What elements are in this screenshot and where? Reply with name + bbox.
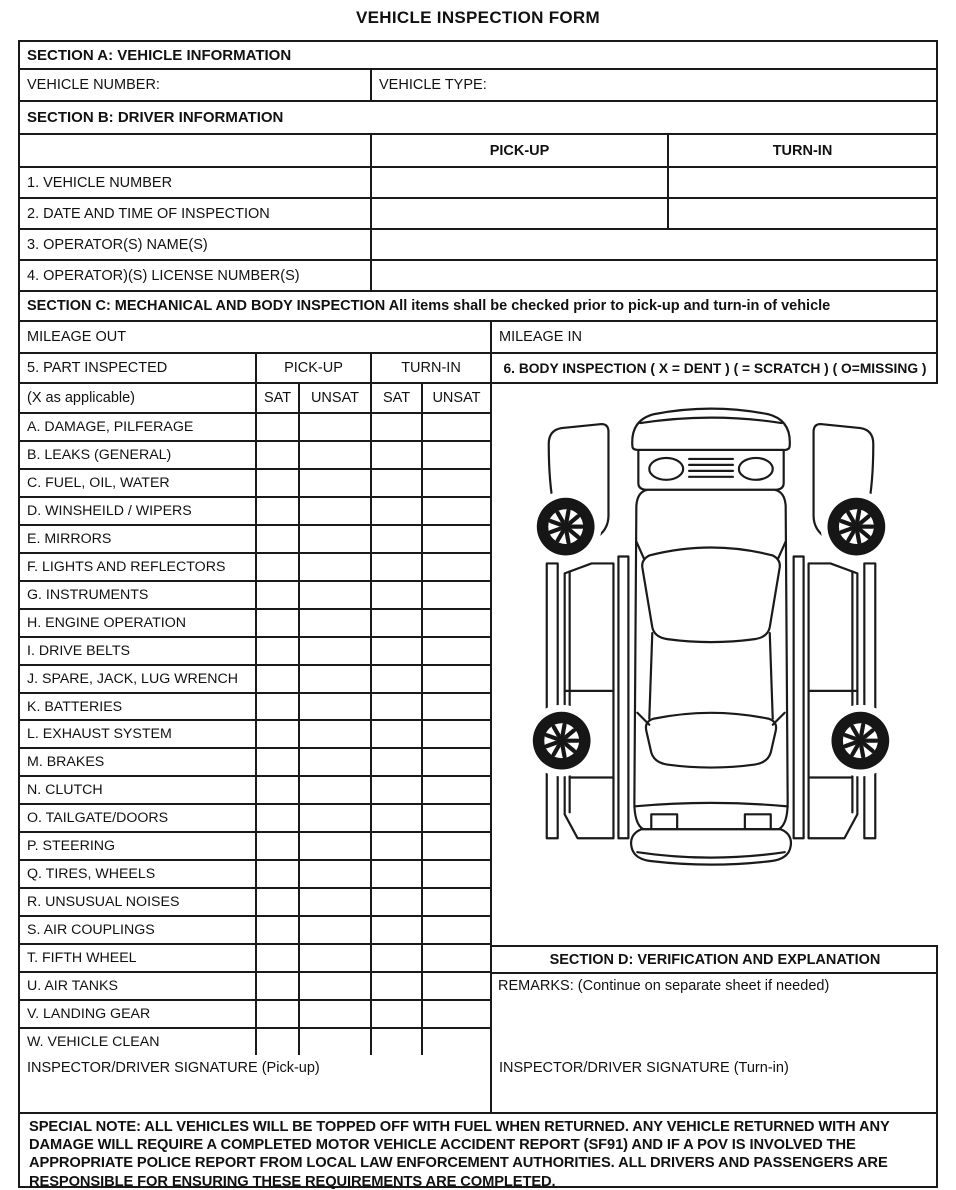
part-inspected-label: V. LANDING GEAR bbox=[20, 1001, 257, 1027]
pickup-unsat-checkbox[interactable] bbox=[300, 917, 372, 943]
pickup-sat-checkbox[interactable] bbox=[257, 1001, 300, 1027]
turnin-unsat-checkbox[interactable] bbox=[423, 749, 490, 775]
mileage-in-label: MILEAGE IN bbox=[499, 329, 582, 345]
parts-table-row bbox=[20, 498, 490, 526]
special-note bbox=[20, 1114, 936, 1190]
turnin-unsat-checkbox[interactable] bbox=[423, 917, 490, 943]
part-inspected-label: C. FUEL, OIL, WATER bbox=[20, 470, 257, 496]
section-b-header: SECTION B: DRIVER INFORMATION bbox=[27, 109, 284, 126]
pickup-unsat-checkbox[interactable] bbox=[300, 610, 372, 636]
pickup-sat-checkbox[interactable] bbox=[257, 777, 300, 803]
pickup-sat-checkbox[interactable] bbox=[257, 610, 300, 636]
turnin-sat-checkbox[interactable] bbox=[372, 610, 423, 636]
turnin-unsat-checkbox[interactable] bbox=[423, 1029, 490, 1055]
parts-inspection-table bbox=[20, 354, 492, 1055]
special-note-label: SPECIAL NOTE: bbox=[29, 1119, 141, 1135]
pickup-column-header: PICK-UP bbox=[372, 135, 669, 166]
parts-table-row bbox=[20, 470, 490, 498]
body-inspection-diagram[interactable] bbox=[492, 384, 938, 947]
pickup-sat-checkbox[interactable] bbox=[257, 442, 300, 468]
parts-table-header-row bbox=[20, 354, 490, 384]
pickup-unsat-checkbox[interactable] bbox=[300, 889, 372, 915]
parts-table-row bbox=[20, 945, 490, 973]
turnin-sat-checkbox[interactable] bbox=[372, 470, 423, 496]
pickup-sat-checkbox[interactable] bbox=[257, 638, 300, 664]
section-b-empty-header-cell bbox=[20, 135, 372, 166]
parts-table-row bbox=[20, 805, 490, 833]
pickup-sat-checkbox[interactable] bbox=[257, 973, 300, 999]
turnin-sat-checkbox[interactable] bbox=[372, 749, 423, 775]
part-inspected-label: G. INSTRUMENTS bbox=[20, 582, 257, 608]
signature-row bbox=[20, 1055, 936, 1114]
turnin-sat-checkbox[interactable] bbox=[372, 694, 423, 720]
special-note-text: ALL VEHICLES WILL BE TOPPED OFF WITH FUEL WHEN RETURNED. ANY VEHICLE RETURNED WITH ANY DAMAGE WILL REQUIRE A COMPLETED MOTOR VEHICLE ACCIDENT REPORT (SF91) AND IF A POV IS INVOLVED THE APPROPRIATE POLICE REPORT FROM LOCAL LAW ENFORCEMENT AUTHORITIES. ALL DRIVERS AND PASSENGERS ARE RESPONSIBLE FOR ENSURING THESE REQUIREMENTS ARE COMPLETED. bbox=[29, 1119, 890, 1190]
pickup-unsat-checkbox[interactable] bbox=[300, 442, 372, 468]
turnin-sat-checkbox[interactable] bbox=[372, 721, 423, 747]
pickup-unsat-checkbox[interactable] bbox=[300, 945, 372, 971]
part-inspected-label: H. ENGINE OPERATION bbox=[20, 610, 257, 636]
turnin-unsat-checkbox[interactable] bbox=[423, 1001, 490, 1027]
pickup-unsat-checkbox[interactable] bbox=[300, 1029, 372, 1055]
turnin-sat-checkbox[interactable] bbox=[372, 973, 423, 999]
turnin-unsat-checkbox[interactable] bbox=[423, 666, 490, 692]
pickup-sat-checkbox[interactable] bbox=[257, 526, 300, 552]
turnin-sat-checkbox[interactable] bbox=[372, 498, 423, 524]
pickup-sat-checkbox[interactable] bbox=[257, 805, 300, 831]
section-a-header: SECTION A: VEHICLE INFORMATION bbox=[27, 46, 292, 64]
turnin-sat-checkbox[interactable] bbox=[372, 945, 423, 971]
body-inspection-header: 6. BODY INSPECTION ( X = DENT ) ( = SCRATCH ) ( O=MISSING ) bbox=[503, 360, 927, 376]
parts-table-row bbox=[20, 1001, 490, 1029]
parts-table-row bbox=[20, 861, 490, 889]
turnin-unsat-checkbox[interactable] bbox=[423, 777, 490, 803]
pickup-unsat-checkbox[interactable] bbox=[300, 638, 372, 664]
parts-rows-container bbox=[20, 414, 490, 1055]
turnin-signature-label: INSPECTOR/DRIVER SIGNATURE (Turn-in) bbox=[499, 1060, 789, 1076]
parts-table-row bbox=[20, 1029, 490, 1055]
turnin-unsat-checkbox[interactable] bbox=[423, 610, 490, 636]
pickup-sat-checkbox[interactable] bbox=[257, 694, 300, 720]
section-d-header: SECTION D: VERIFICATION AND EXPLANATION bbox=[492, 947, 938, 974]
turnin-sat-checkbox[interactable] bbox=[372, 917, 423, 943]
parts-table-row bbox=[20, 638, 490, 666]
remarks-field[interactable] bbox=[492, 974, 938, 1055]
vehicle-number-label: VEHICLE NUMBER: bbox=[27, 77, 160, 93]
turnin-column-header: TURN-IN bbox=[772, 142, 833, 159]
turnin-sat-checkbox[interactable] bbox=[372, 414, 423, 440]
pickup-unsat-checkbox[interactable] bbox=[300, 833, 372, 859]
pickup-sat-checkbox[interactable] bbox=[257, 498, 300, 524]
parts-table-subheader-row bbox=[20, 384, 490, 414]
part-inspected-label: K. BATTERIES bbox=[20, 694, 257, 720]
parts-table-row bbox=[20, 777, 490, 805]
turnin-sat-checkbox[interactable] bbox=[372, 526, 423, 552]
part-inspected-label: R. UNSUSUAL NOISES bbox=[20, 889, 257, 915]
pickup-sat-checkbox[interactable] bbox=[257, 917, 300, 943]
part-inspected-label: U. AIR TANKS bbox=[20, 973, 257, 999]
part-inspected-label: T. FIFTH WHEEL bbox=[20, 945, 257, 971]
turnin-unsat-checkbox[interactable] bbox=[423, 833, 490, 859]
turnin-unsat-checkbox[interactable] bbox=[423, 526, 490, 552]
pickup-sat-checkbox[interactable] bbox=[257, 1029, 300, 1055]
parts-table-row bbox=[20, 554, 490, 582]
part-inspected-label: O. TAILGATE/DOORS bbox=[20, 805, 257, 831]
pickup-unsat-checkbox[interactable] bbox=[300, 861, 372, 887]
car-body-top-view bbox=[631, 409, 791, 865]
parts-table-row bbox=[20, 889, 490, 917]
turnin-sat-checkbox[interactable] bbox=[372, 861, 423, 887]
part-inspected-label: Q. TIRES, WHEELS bbox=[20, 861, 257, 887]
body-inspection-panel bbox=[492, 354, 938, 1055]
turnin-sat-header: SAT bbox=[372, 384, 423, 412]
pickup-sat-checkbox[interactable] bbox=[257, 889, 300, 915]
pickup-unsat-checkbox[interactable] bbox=[300, 694, 372, 720]
pickup-sat-checkbox[interactable] bbox=[257, 582, 300, 608]
parts-table-row bbox=[20, 973, 490, 1001]
driver-row-label: 3. OPERATOR(S) NAME(S) bbox=[20, 230, 372, 259]
page-title: VEHICLE INSPECTION FORM bbox=[356, 8, 600, 27]
part-inspected-label: E. MIRRORS bbox=[20, 526, 257, 552]
license-numbers-cell[interactable] bbox=[372, 261, 936, 290]
pickup-sat-checkbox[interactable] bbox=[257, 749, 300, 775]
turnin-sat-checkbox[interactable] bbox=[372, 833, 423, 859]
section-c-header: SECTION C: MECHANICAL AND BODY INSPECTION All items shall be checked prior to pick-up and turn-in of vehicle bbox=[27, 298, 831, 314]
vehicle-info-row bbox=[20, 70, 936, 102]
part-inspected-label: A. DAMAGE, PILFERAGE bbox=[20, 414, 257, 440]
parts-table-row bbox=[20, 917, 490, 945]
turnin-sat-checkbox[interactable] bbox=[372, 777, 423, 803]
pickup-sat-checkbox[interactable] bbox=[257, 414, 300, 440]
turnin-sat-checkbox[interactable] bbox=[372, 638, 423, 664]
part-inspected-label: I. DRIVE BELTS bbox=[20, 638, 257, 664]
parts-table-row bbox=[20, 749, 490, 777]
vehicle-number-turnin-cell[interactable] bbox=[669, 168, 936, 197]
front-left-wheel bbox=[530, 491, 602, 563]
x-as-applicable-label: (X as applicable) bbox=[20, 384, 257, 412]
car-top-view-diagram bbox=[492, 384, 938, 945]
turnin-sat-checkbox[interactable] bbox=[372, 666, 423, 692]
driver-row-label: 4. OPERATOR)(S) LICENSE NUMBER(S) bbox=[20, 261, 372, 290]
parts-table-row bbox=[20, 694, 490, 722]
pickup-sat-checkbox[interactable] bbox=[257, 945, 300, 971]
pickup-unsat-checkbox[interactable] bbox=[300, 805, 372, 831]
turnin-sat-checkbox[interactable] bbox=[372, 889, 423, 915]
section-a-header-row bbox=[20, 42, 936, 70]
pickup-sat-checkbox[interactable] bbox=[257, 721, 300, 747]
parts-table-row bbox=[20, 610, 490, 638]
rear-left-wheel bbox=[526, 705, 598, 777]
section-c-header-row bbox=[20, 292, 936, 322]
driver-row-label: 1. VEHICLE NUMBER bbox=[20, 168, 372, 197]
turnin-unsat-checkbox[interactable] bbox=[423, 414, 490, 440]
pickup-unsat-checkbox[interactable] bbox=[300, 498, 372, 524]
turnin-unsat-checkbox[interactable] bbox=[423, 442, 490, 468]
part-inspected-label: L. EXHAUST SYSTEM bbox=[20, 721, 257, 747]
vehicle-type-label: VEHICLE TYPE: bbox=[379, 77, 487, 93]
parts-table-row bbox=[20, 526, 490, 554]
turnin-sat-checkbox[interactable] bbox=[372, 1029, 423, 1055]
part-inspected-label: F. LIGHTS AND REFLECTORS bbox=[20, 554, 257, 580]
turnin-unsat-checkbox[interactable] bbox=[423, 861, 490, 887]
mileage-in-field[interactable] bbox=[492, 322, 936, 352]
pickup-sat-checkbox[interactable] bbox=[257, 666, 300, 692]
pickup-unsat-checkbox[interactable] bbox=[300, 582, 372, 608]
parts-turnin-header: TURN-IN bbox=[401, 360, 461, 376]
parts-table-row bbox=[20, 833, 490, 861]
turnin-sat-checkbox[interactable] bbox=[372, 582, 423, 608]
driver-row-date-time bbox=[20, 199, 936, 230]
vehicle-number-pickup-cell[interactable] bbox=[372, 168, 669, 197]
part-inspected-label: W. VEHICLE CLEAN bbox=[20, 1029, 257, 1055]
section-c-body bbox=[20, 354, 936, 1055]
part-inspected-label: D. WINSHEILD / WIPERS bbox=[20, 498, 257, 524]
part-inspected-column-header: 5. PART INSPECTED bbox=[20, 354, 257, 382]
turnin-sat-checkbox[interactable] bbox=[372, 805, 423, 831]
pickup-sat-header: SAT bbox=[257, 384, 300, 412]
turnin-unsat-checkbox[interactable] bbox=[423, 945, 490, 971]
part-inspected-label: N. CLUTCH bbox=[20, 777, 257, 803]
turnin-signature-field[interactable] bbox=[492, 1055, 936, 1112]
part-inspected-label: B. LEAKS (GENERAL) bbox=[20, 442, 257, 468]
part-inspected-label: P. STEERING bbox=[20, 833, 257, 859]
remarks-label: REMARKS: (Continue on separate sheet if needed) bbox=[498, 978, 830, 994]
pickup-sat-checkbox[interactable] bbox=[257, 861, 300, 887]
driver-row-license-numbers bbox=[20, 261, 936, 292]
pickup-sat-checkbox[interactable] bbox=[257, 833, 300, 859]
turnin-sat-checkbox[interactable] bbox=[372, 442, 423, 468]
front-right-wheel bbox=[821, 491, 893, 563]
parts-table-row bbox=[20, 721, 490, 749]
pickup-sat-checkbox[interactable] bbox=[257, 470, 300, 496]
section-b-header-row bbox=[20, 102, 936, 135]
mileage-out-field[interactable] bbox=[20, 322, 492, 352]
pickup-unsat-checkbox[interactable] bbox=[300, 666, 372, 692]
pickup-unsat-checkbox[interactable] bbox=[300, 526, 372, 552]
driver-row-vehicle-number bbox=[20, 168, 936, 199]
pickup-sat-checkbox[interactable] bbox=[257, 554, 300, 580]
pickup-unsat-checkbox[interactable] bbox=[300, 554, 372, 580]
pickup-unsat-checkbox[interactable] bbox=[300, 414, 372, 440]
pickup-unsat-checkbox[interactable] bbox=[300, 777, 372, 803]
pickup-unsat-checkbox[interactable] bbox=[300, 973, 372, 999]
parts-table-row bbox=[20, 442, 490, 470]
turnin-unsat-header: UNSAT bbox=[432, 390, 481, 406]
pickup-unsat-checkbox[interactable] bbox=[300, 749, 372, 775]
parts-pickup-header: PICK-UP bbox=[257, 354, 372, 382]
parts-table-row bbox=[20, 666, 490, 694]
turnin-sat-checkbox[interactable] bbox=[372, 554, 423, 580]
parts-table-row bbox=[20, 582, 490, 610]
turnin-unsat-checkbox[interactable] bbox=[423, 694, 490, 720]
parts-table-row bbox=[20, 414, 490, 442]
turnin-unsat-checkbox[interactable] bbox=[423, 973, 490, 999]
part-inspected-label: M. BRAKES bbox=[20, 749, 257, 775]
operator-names-cell[interactable] bbox=[372, 230, 936, 259]
body-inspection-header-row bbox=[492, 354, 938, 384]
mileage-out-label: MILEAGE OUT bbox=[27, 329, 127, 345]
vehicle-number-field[interactable] bbox=[20, 70, 372, 100]
driver-row-operator-names bbox=[20, 230, 936, 261]
driver-row-label: 2. DATE AND TIME OF INSPECTION bbox=[20, 199, 372, 228]
pickup-unsat-checkbox[interactable] bbox=[300, 470, 372, 496]
pickup-signature-field[interactable] bbox=[20, 1055, 492, 1112]
turnin-unsat-checkbox[interactable] bbox=[423, 638, 490, 664]
date-time-turnin-cell[interactable] bbox=[669, 199, 936, 228]
turnin-sat-checkbox[interactable] bbox=[372, 1001, 423, 1027]
part-inspected-label: J. SPARE, JACK, LUG WRENCH bbox=[20, 666, 257, 692]
pickup-signature-label: INSPECTOR/DRIVER SIGNATURE (Pick-up) bbox=[27, 1060, 320, 1076]
turnin-unsat-checkbox[interactable] bbox=[423, 721, 490, 747]
turnin-unsat-checkbox[interactable] bbox=[423, 470, 490, 496]
turnin-unsat-checkbox[interactable] bbox=[423, 554, 490, 580]
section-b-column-header-row bbox=[20, 135, 936, 168]
turnin-unsat-checkbox[interactable] bbox=[423, 889, 490, 915]
pickup-unsat-header: UNSAT bbox=[300, 384, 372, 412]
form-border-box bbox=[18, 40, 938, 1188]
turnin-unsat-checkbox[interactable] bbox=[423, 498, 490, 524]
mileage-row bbox=[20, 322, 936, 354]
rear-right-wheel bbox=[825, 705, 897, 777]
turnin-unsat-checkbox[interactable] bbox=[423, 582, 490, 608]
pickup-unsat-checkbox[interactable] bbox=[300, 721, 372, 747]
date-time-pickup-cell[interactable] bbox=[372, 199, 669, 228]
part-inspected-label: S. AIR COUPLINGS bbox=[20, 917, 257, 943]
turnin-unsat-checkbox[interactable] bbox=[423, 805, 490, 831]
vehicle-type-field[interactable] bbox=[372, 70, 936, 100]
pickup-unsat-checkbox[interactable] bbox=[300, 1001, 372, 1027]
